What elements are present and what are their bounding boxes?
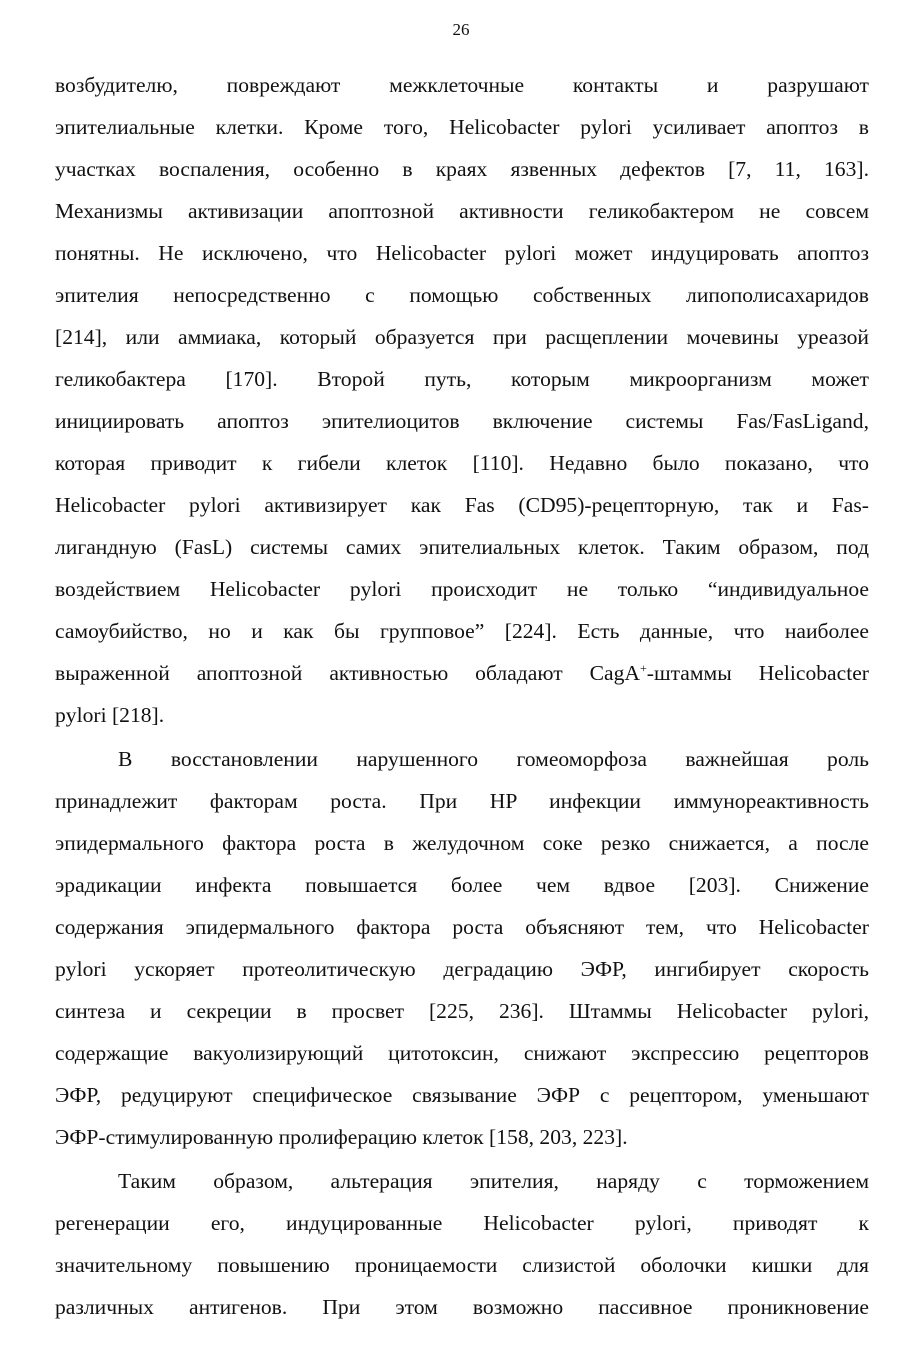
- text-line: эпителиальные клетки. Кроме того, Helicobacter pylori усиливает апоптоз в: [55, 115, 869, 139]
- text-line: принадлежит факторам роста. При HP инфекции иммунореактивность: [55, 789, 869, 813]
- text-line: возбудителю, повреждают межклеточные контакты и разрушают: [55, 73, 869, 97]
- text-line: [214], или аммиака, который образуется при расщеплении мочевины уреазой: [55, 325, 869, 349]
- text-line: содержащие вакуолизирующий цитотоксин, снижают экспрессию рецепторов: [55, 1041, 869, 1065]
- text-line: Helicobacter pylori активизирует как Fas (CD95)-рецепторную, так и Fas-: [55, 493, 869, 517]
- text-line: инициировать апоптоз эпителиоцитов включение системы Fas/FasLigand,: [55, 409, 869, 433]
- paragraph-first-line: Таким образом, альтерация эпителия, наряду с торможением: [118, 1169, 869, 1193]
- text-line: ЭФР-стимулированную пролиферацию клеток [158, 203, 223].: [55, 1125, 628, 1149]
- text-segment: выраженной апоптозной активностью обладают CagA: [55, 661, 640, 685]
- text-line: участках воспаления, особенно в краях язвенных дефектов [7, 11, 163].: [55, 157, 869, 181]
- text-line: синтеза и секреции в просвет [225, 236]. Штаммы Helicobacter pylori,: [55, 999, 869, 1023]
- text-line: [55, 660, 869, 686]
- text-line: значительному повышению проницаемости слизистой оболочки кишки для: [55, 1253, 869, 1277]
- text-line: понятны. Не исключено, что Helicobacter pylori может индуцировать апоптоз: [55, 241, 869, 265]
- text-segment: -штаммы Helicobacter: [646, 661, 870, 685]
- text-line: геликобактера [170]. Второй путь, которым микроорганизм может: [55, 367, 869, 391]
- paragraph-first-line: В восстановлении нарушенного гомеоморфоза важнейшая роль: [118, 747, 869, 771]
- text-line: Механизмы активизации апоптозной активности геликобактером не совсем: [55, 199, 869, 223]
- text-line: воздействием Helicobacter pylori происходит не только “индивидуальное: [55, 577, 869, 601]
- text-line: различных антигенов. При этом возможно пассивное проникновение: [55, 1295, 869, 1319]
- text-line: самоубийство, но и как бы групповое” [224]. Есть данные, что наиболее: [55, 619, 869, 643]
- text-line: лигандную (FasL) системы самих эпителиальных клеток. Таким образом, под: [55, 535, 869, 559]
- text-line: pylori ускоряет протеолитическую деградацию ЭФР, ингибирует скорость: [55, 957, 869, 981]
- superscript: +: [640, 660, 647, 675]
- text-line: ЭФР, редуцируют специфическое связывание ЭФР с рецептором, уменьшают: [55, 1083, 869, 1107]
- text-line: эрадикации инфекта повышается более чем вдвое [203]. Снижение: [55, 873, 869, 897]
- text-line: эпителия непосредственно с помощью собственных липополисахаридов: [55, 283, 869, 307]
- text-line: которая приводит к гибели клеток [110]. Недавно было показано, что: [55, 451, 869, 475]
- text-line: pylori [218].: [55, 703, 165, 727]
- text-line: содержания эпидермального фактора роста объясняют тем, что Helicobacter: [55, 915, 869, 939]
- text-line: эпидермального фактора роста в желудочном соке резко снижается, а после: [55, 831, 869, 855]
- page-number: 26: [452, 20, 470, 39]
- text-line: регенерации его, индуцированные Helicobacter pylori, приводят к: [55, 1211, 869, 1235]
